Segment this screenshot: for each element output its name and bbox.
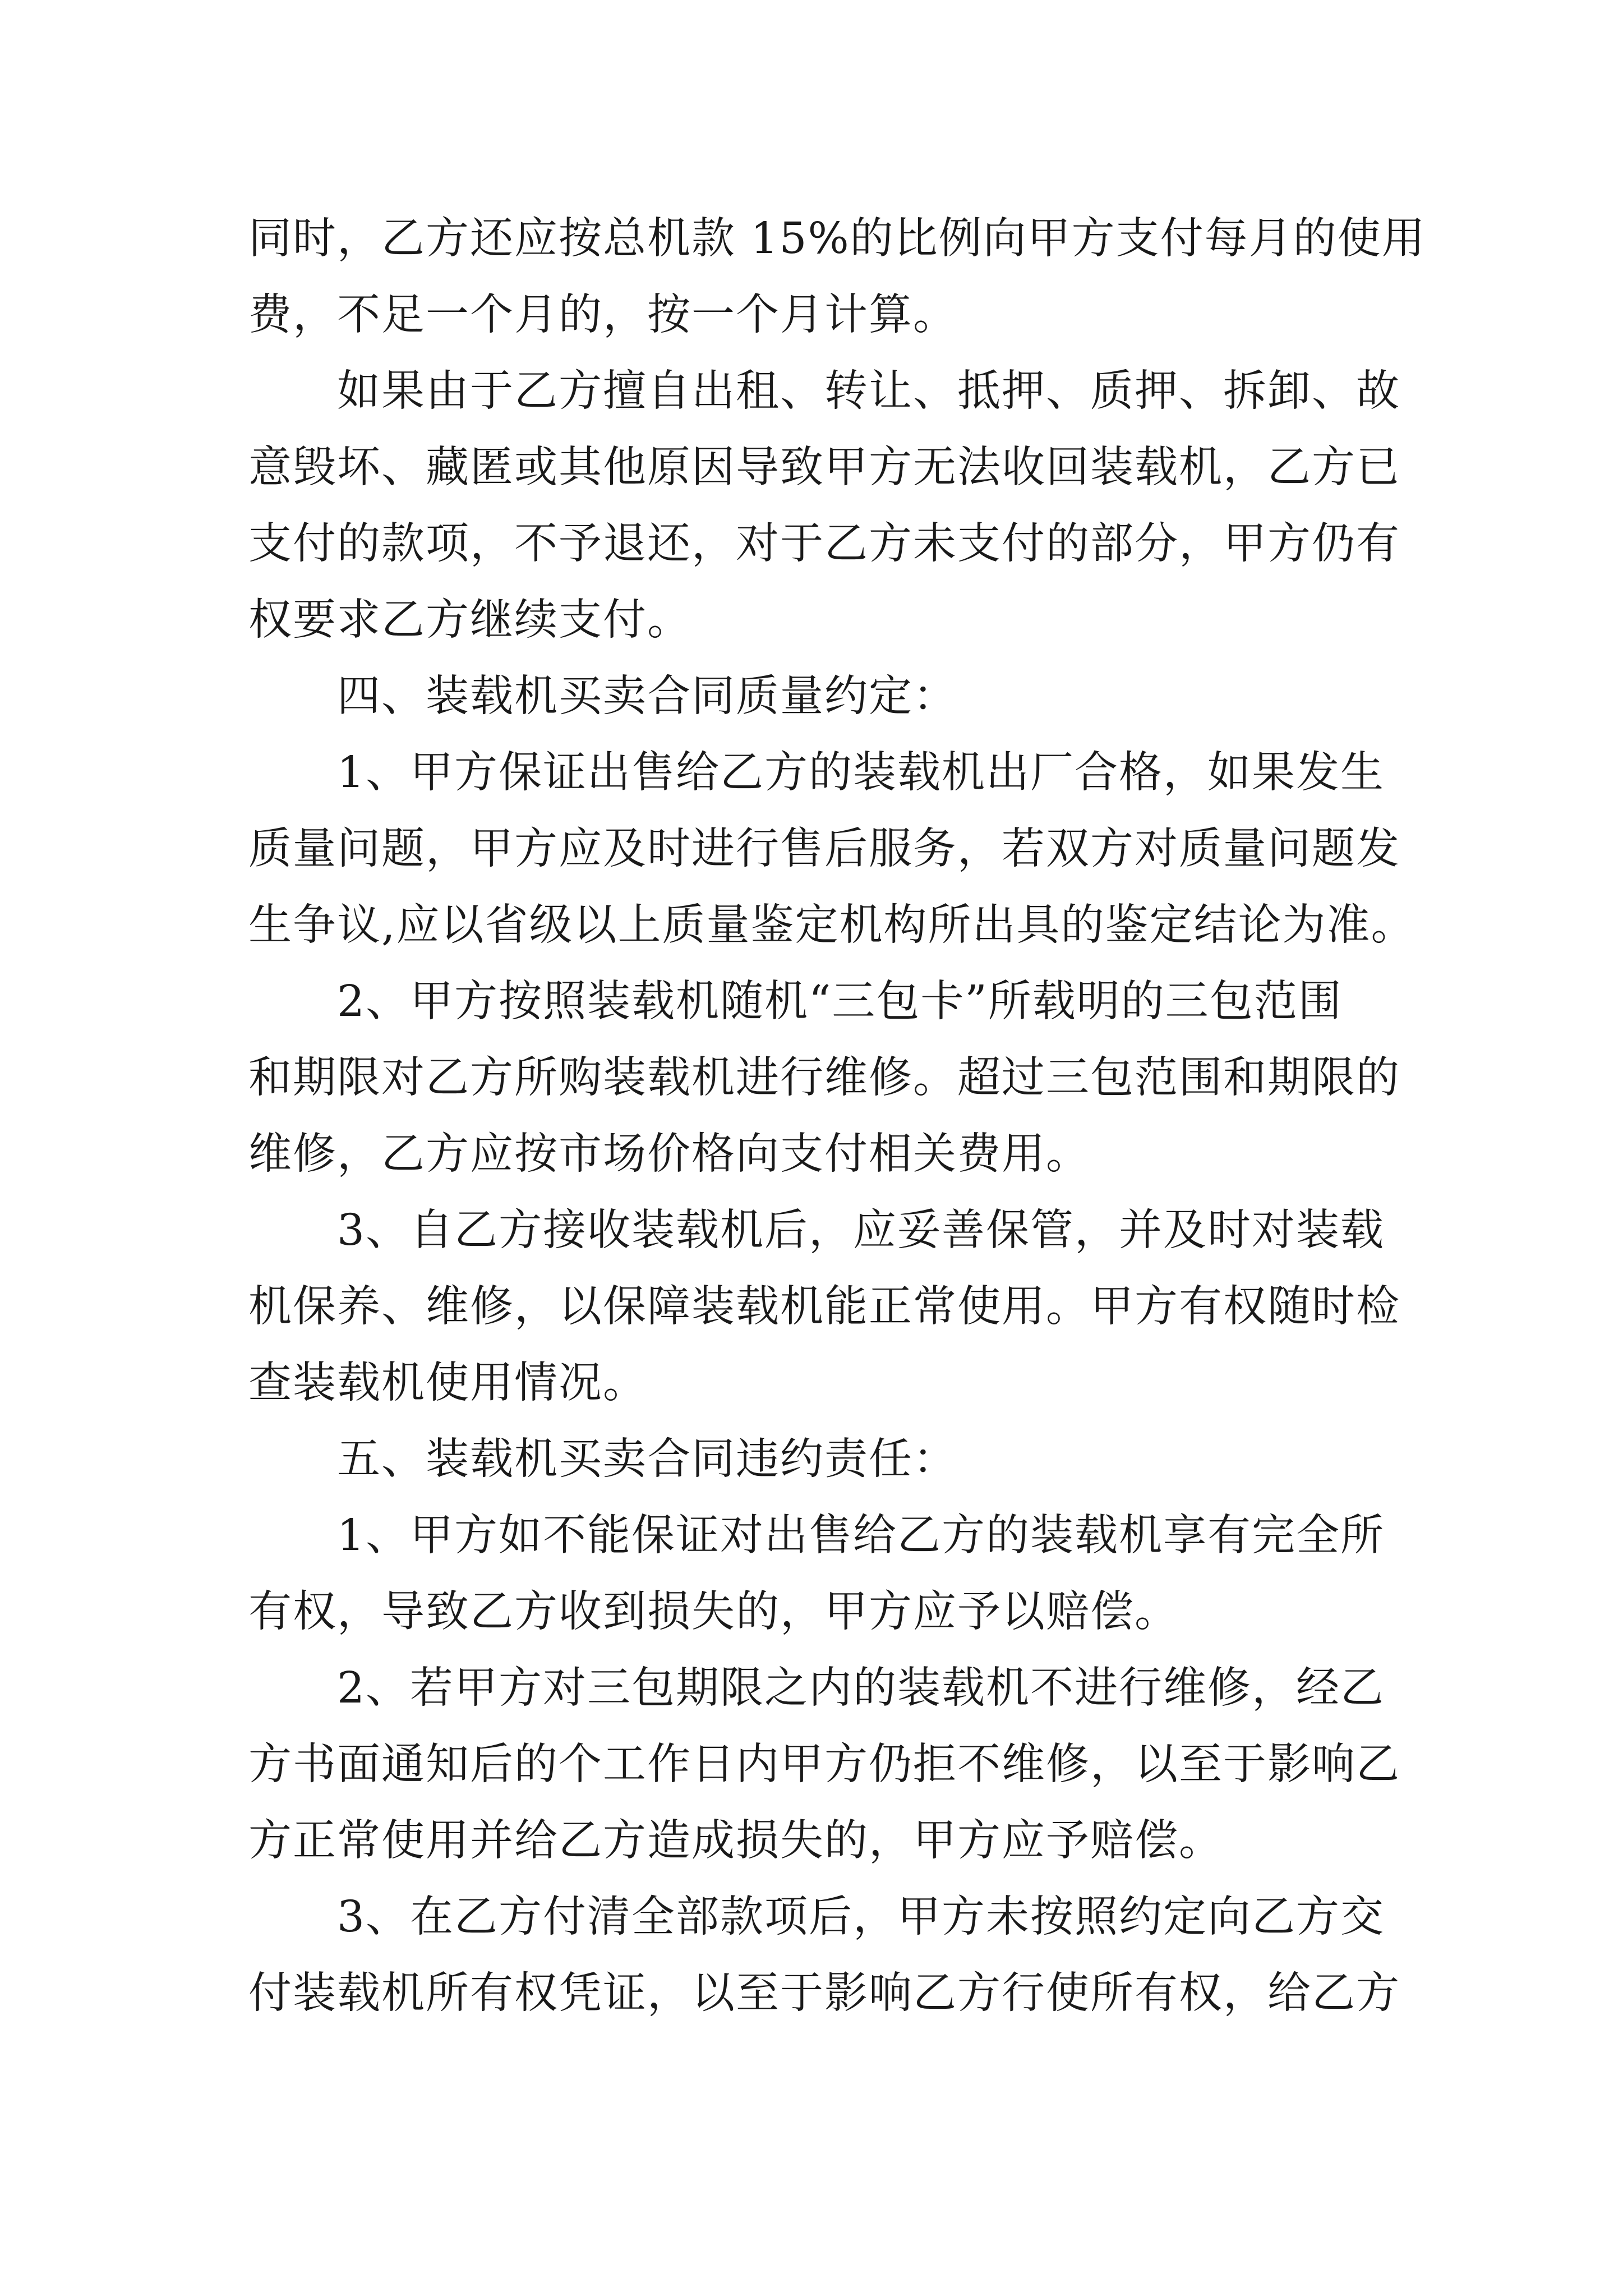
text-line: 和期限对乙方所购装载机进行维修。超过三包范围和期限的 bbox=[248, 1053, 1400, 1103]
text-line: 同时，乙方还应按总机款 15%的比例向甲方支付每月的使用 bbox=[248, 214, 1426, 264]
text-line: 维修，乙方应按市场价格向支付相关费用。 bbox=[248, 1129, 1090, 1179]
text-line: 方正常使用并给乙方造成损失的，甲方应予赔偿。 bbox=[248, 1816, 1223, 1866]
section-heading-quality: 四、装载机买卖合同质量约定： bbox=[248, 671, 957, 721]
text-line: 付装载机所有权凭证，以至于影响乙方行使所有权，给乙方 bbox=[248, 1968, 1400, 2018]
text-line: 生争议,应以省级以上质量鉴定机构所出具的鉴定结论为准。 bbox=[248, 900, 1415, 950]
text-line: 1、甲方保证出售给乙方的装载机出厂合格，如果发生 bbox=[248, 748, 1385, 798]
text-line: 质量问题，甲方应及时进行售后服务，若双方对质量问题发 bbox=[248, 824, 1400, 874]
text-line: 如果由于乙方擅自出租、转让、抵押、质押、拆卸、故 bbox=[248, 366, 1400, 416]
text-line: 方书面通知后的个工作日内甲方仍拒不维修，以至于影响乙 bbox=[248, 1740, 1400, 1789]
text-line: 意毁坏、藏匿或其他原因导致甲方无法收回装载机，乙方已 bbox=[248, 443, 1400, 493]
text-line: 支付的款项，不予退还，对于乙方未支付的部分，甲方仍有 bbox=[248, 519, 1400, 569]
text-line: 有权，导致乙方收到损失的，甲方应予以赔偿。 bbox=[248, 1587, 1179, 1637]
text-line: 1、甲方如不能保证对出售给乙方的装载机享有完全所 bbox=[248, 1511, 1385, 1561]
text-line: 查装载机使用情况。 bbox=[248, 1358, 647, 1408]
text-line: 3、自乙方接收装载机后，应妥善保管，并及时对装载 bbox=[248, 1205, 1385, 1255]
text-line: 2、甲方按照装载机随机“三包卡”所载明的三包范围 bbox=[248, 977, 1343, 1027]
text-line: 权要求乙方继续支付。 bbox=[248, 595, 691, 645]
text-line: 2、若甲方对三包期限之内的装载机不进行维修，经乙 bbox=[248, 1663, 1385, 1713]
text-line: 机保养、维修，以保障装载机能正常使用。甲方有权随时检 bbox=[248, 1282, 1400, 1332]
text-line: 3、在乙方付清全部款项后，甲方未按照约定向乙方交 bbox=[248, 1892, 1385, 1942]
contract-body-text bbox=[248, 201, 1426, 2032]
section-heading-liability: 五、装载机买卖合同违约责任： bbox=[248, 1434, 957, 1484]
text-line: 费，不足一个月的，按一个月计算。 bbox=[248, 290, 957, 340]
